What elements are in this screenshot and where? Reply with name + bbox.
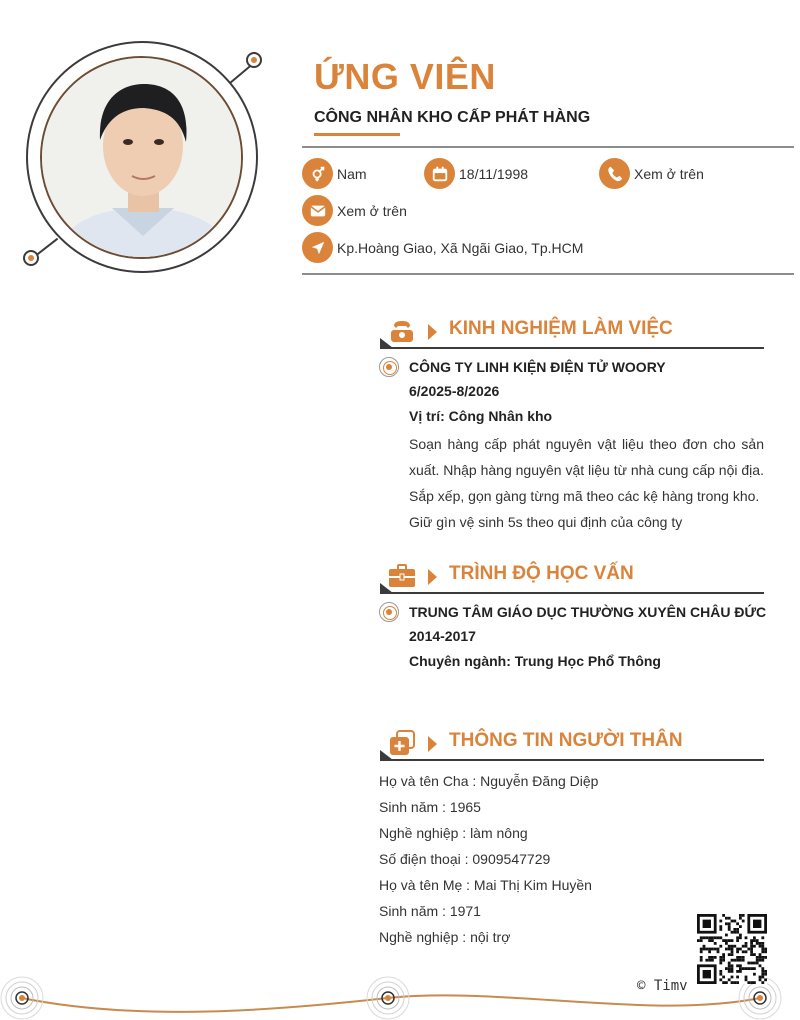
education-underline	[380, 592, 764, 594]
address-info	[302, 232, 583, 263]
experience-description	[409, 431, 764, 535]
experience-underline	[380, 347, 764, 349]
gender-icon	[302, 158, 333, 189]
job-title: CÔNG NHÂN KHO CẤP PHÁT HÀNG	[314, 109, 591, 126]
family-mother-name: Họ và tên Mẹ : Mai Thị Kim Huyền	[379, 877, 592, 893]
experience-arrow-icon	[428, 324, 437, 340]
address-value: Kp.Hoàng Giao, Xã Ngãi Giao, Tp.HCM	[337, 239, 584, 256]
footer-ripple-center	[367, 977, 409, 1019]
birthday-value: 18/11/1998	[459, 165, 529, 182]
avatar-deco-dot-top	[246, 52, 262, 68]
calendar-icon	[424, 158, 455, 189]
education-header	[380, 559, 764, 599]
family-header	[380, 726, 764, 766]
education-title: TRÌNH ĐỘ HỌC VẤN	[449, 563, 634, 584]
email-icon	[302, 195, 333, 226]
education-arrow-icon	[428, 569, 437, 585]
family-father-occupation: Nghề nghiệp : làm nông	[379, 825, 528, 841]
birthday-info	[424, 158, 528, 189]
avatar-portrait	[42, 58, 243, 259]
family-mother-occupation: Nghề nghiệp : nội trợ	[379, 929, 511, 945]
avatar	[40, 56, 243, 259]
family-title: THÔNG TIN NGƯỜI THÂN	[449, 730, 683, 751]
family-father-phone: Số điện thoại : 0909547729	[379, 851, 551, 867]
experience-position: Vị trí: Công Nhân kho	[409, 408, 553, 424]
family-mother-birth-year: Sinh năm : 1971	[379, 903, 481, 919]
qr-code[interactable]	[697, 914, 767, 984]
experience-header	[380, 314, 764, 354]
gender-info	[302, 158, 367, 189]
education-major: Chuyên ngành: Trung Học Phổ Thông	[409, 653, 661, 669]
job-title-underline	[314, 133, 400, 136]
experience-description-line: Soạn hàng cấp phát nguyên vật liệu theo đơn cho sản xuất. Nhập hàng nguyên vật liệu từ nhà cung cấp nội địa.	[409, 436, 764, 478]
email-info	[302, 195, 407, 226]
experience-bullet-icon	[379, 357, 399, 377]
phone-info	[599, 158, 704, 189]
experience-description-line: Giữ gìn vệ sinh 5s theo qui định của công ty	[409, 514, 683, 530]
gender-value: Nam	[337, 165, 367, 182]
family-underline	[380, 759, 764, 761]
education-period: 2014-2017	[409, 628, 476, 644]
experience-company: CÔNG TY LINH KIỆN ĐIỆN TỬ WOORY	[409, 359, 666, 375]
phone-value: Xem ở trên	[634, 165, 704, 182]
experience-description-line: Sắp xếp, gọn gàng từng mã theo các kệ hàng trong kho.	[409, 488, 760, 504]
family-father-name: Họ và tên Cha : Nguyễn Đăng Diệp	[379, 773, 599, 789]
candidate-name: ỨNG VIÊN	[314, 56, 496, 97]
family-corner	[380, 750, 393, 760]
family-arrow-icon	[428, 736, 437, 752]
email-value: Xem ở trên	[337, 202, 407, 219]
education-school: TRUNG TÂM GIÁO DỤC THƯỜNG XUYÊN CHÂU ĐỨC	[409, 604, 767, 620]
experience-period: 6/2025-8/2026	[409, 383, 500, 399]
education-corner	[380, 583, 393, 593]
header-divider-bottom	[302, 273, 794, 275]
education-bullet-icon	[379, 602, 399, 622]
family-father-birth-year: Sinh năm : 1965	[379, 799, 481, 815]
experience-corner	[380, 338, 393, 348]
family-info	[379, 768, 699, 950]
experience-title: KINH NGHIỆM LÀM VIỆC	[449, 318, 673, 339]
phone-icon	[599, 158, 630, 189]
footer-ripple-left	[1, 977, 43, 1019]
copyright-text: © Timv	[637, 978, 688, 994]
location-icon	[302, 232, 333, 263]
header-divider-top	[302, 146, 794, 148]
avatar-deco-dot-bottom	[23, 250, 39, 266]
